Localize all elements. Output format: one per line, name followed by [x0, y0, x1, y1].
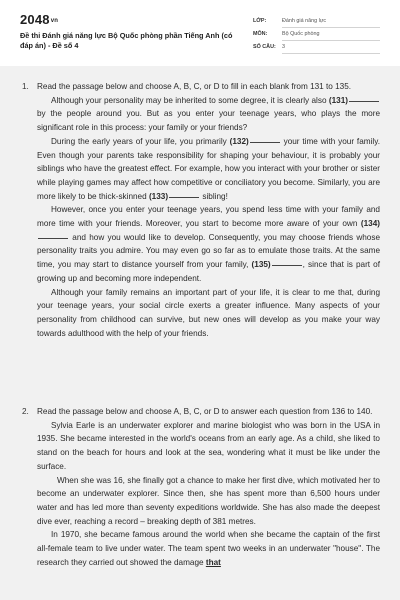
- blank-131: (131): [328, 95, 348, 105]
- question-number: 1.: [22, 82, 29, 91]
- blank-132: (132): [229, 136, 249, 146]
- emphasized-word: that: [205, 557, 221, 567]
- blank-133: (133): [148, 191, 169, 201]
- meta-label-class: LỚP:: [253, 18, 267, 24]
- passage-paragraph: Sylvia Earle is an underwater explorer and marine biologist who was born in the USA in 1935. She became interested in the world's oceans from an early age. As a child, she liked to stand on the beach for hours and look at the sea, wondering what it must be like under the surface.: [37, 420, 380, 471]
- passage-text: by the people around you. But as you enter your teenage years, who plays the more significant role in this process: your family or your friends?: [37, 109, 380, 133]
- meta-row-subject: [253, 29, 383, 40]
- question-body: [37, 80, 380, 340]
- blank-line: [349, 100, 379, 102]
- question-body: [37, 405, 380, 569]
- meta-row-class: [253, 16, 383, 27]
- blank-line: [250, 141, 280, 143]
- passage-paragraph: When she was 16, she finally got a chance to make her first dive, which motivated her to become an underwater explorer. Since then, she has spent more than 6,500 hours under water and has led more than seventy expeditions worldwide. She has also made the deepest dive ever, reaching a record – breaking depth of 381 metres.: [37, 475, 380, 526]
- meta-label-subject: MÔN:: [253, 31, 268, 37]
- passage-text: , since that is part of growing up and becoming more independent.: [37, 260, 380, 283]
- meta-value-class: Đánh giá năng lực: [282, 16, 380, 28]
- blank-line: [272, 264, 302, 266]
- passage-text: However, once you enter your teenage years, you spend less time with your family and more time with your friends. Moreover, you start to become more aware of your own: [37, 205, 380, 229]
- passage-text: Although your personality may be inherited to some degree, it is clearly also: [51, 95, 327, 105]
- question-1: [22, 80, 380, 340]
- site-logo[interactable]: [20, 12, 58, 27]
- passage-text: In 1970, she became famous around the world when she became the captain of the first all-female team to live under water. The team spent two weeks in an underwater "house". The research they carried out showed the damage: [37, 530, 380, 567]
- blank-line: [169, 196, 199, 198]
- passage-paragraph: [37, 135, 380, 204]
- meta-value-subject: Bộ Quốc phòng: [282, 29, 380, 41]
- passage-text: During the early years of your life, you primarily: [51, 136, 227, 146]
- document-title: Đề thi Đánh giá năng lực Bộ Quốc phòng phần Tiếng Anh (có đáp án) - Đề số 4: [20, 31, 233, 50]
- passage-paragraph: [37, 94, 380, 135]
- blank-134: (134): [360, 219, 380, 229]
- logo-text: 2048: [20, 12, 50, 27]
- meta-label-count: SỐ CÂU:: [253, 44, 276, 50]
- page-header: [0, 0, 400, 67]
- passage-paragraph: [37, 528, 380, 569]
- question-instruction: Read the passage below and choose A, B, C, or D to fill in each blank from 131 to 135.: [37, 82, 352, 91]
- logo-suffix: vn: [50, 18, 59, 24]
- question-2: [22, 405, 380, 569]
- blank-line: [38, 237, 68, 239]
- exam-content: [0, 66, 400, 600]
- exam-meta: [253, 16, 383, 55]
- passage-text: your time with your family. Even though your parents take responsibility for shaping your behaviour, it is probably your siblings who have the greatest effect. For example, how you interact with your brother or sister while playing games may affect how competitive or conciliatory you become. Similarly, you are more likely to be thick-skinned: [37, 136, 380, 201]
- question-instruction: Read the passage below and choose A, B, C, or D to answer each question from 136 to 140.: [37, 407, 373, 416]
- blank-135: (135): [251, 260, 271, 270]
- passage-paragraph: [37, 203, 380, 285]
- meta-value-count: 3: [282, 42, 380, 54]
- passage-text: and how you would like to develop. Consequently, you may choose friends whose personality traits you admire. You may even go so far as to emulate those traits. At the same time, you may start to distance yourself from your family,: [37, 232, 380, 270]
- passage-text: sibling!: [202, 191, 228, 201]
- meta-row-count: [253, 42, 383, 53]
- passage-paragraph: Although your family remains an important part of your life, it is clear to me that, during your teenage years, your social circle exerts a greater influence. Many aspects of your personality from childhood can survive, but new ones will develop as you make your way towards adulthood with the help of your friends.: [37, 287, 380, 338]
- question-number: 2.: [22, 407, 29, 416]
